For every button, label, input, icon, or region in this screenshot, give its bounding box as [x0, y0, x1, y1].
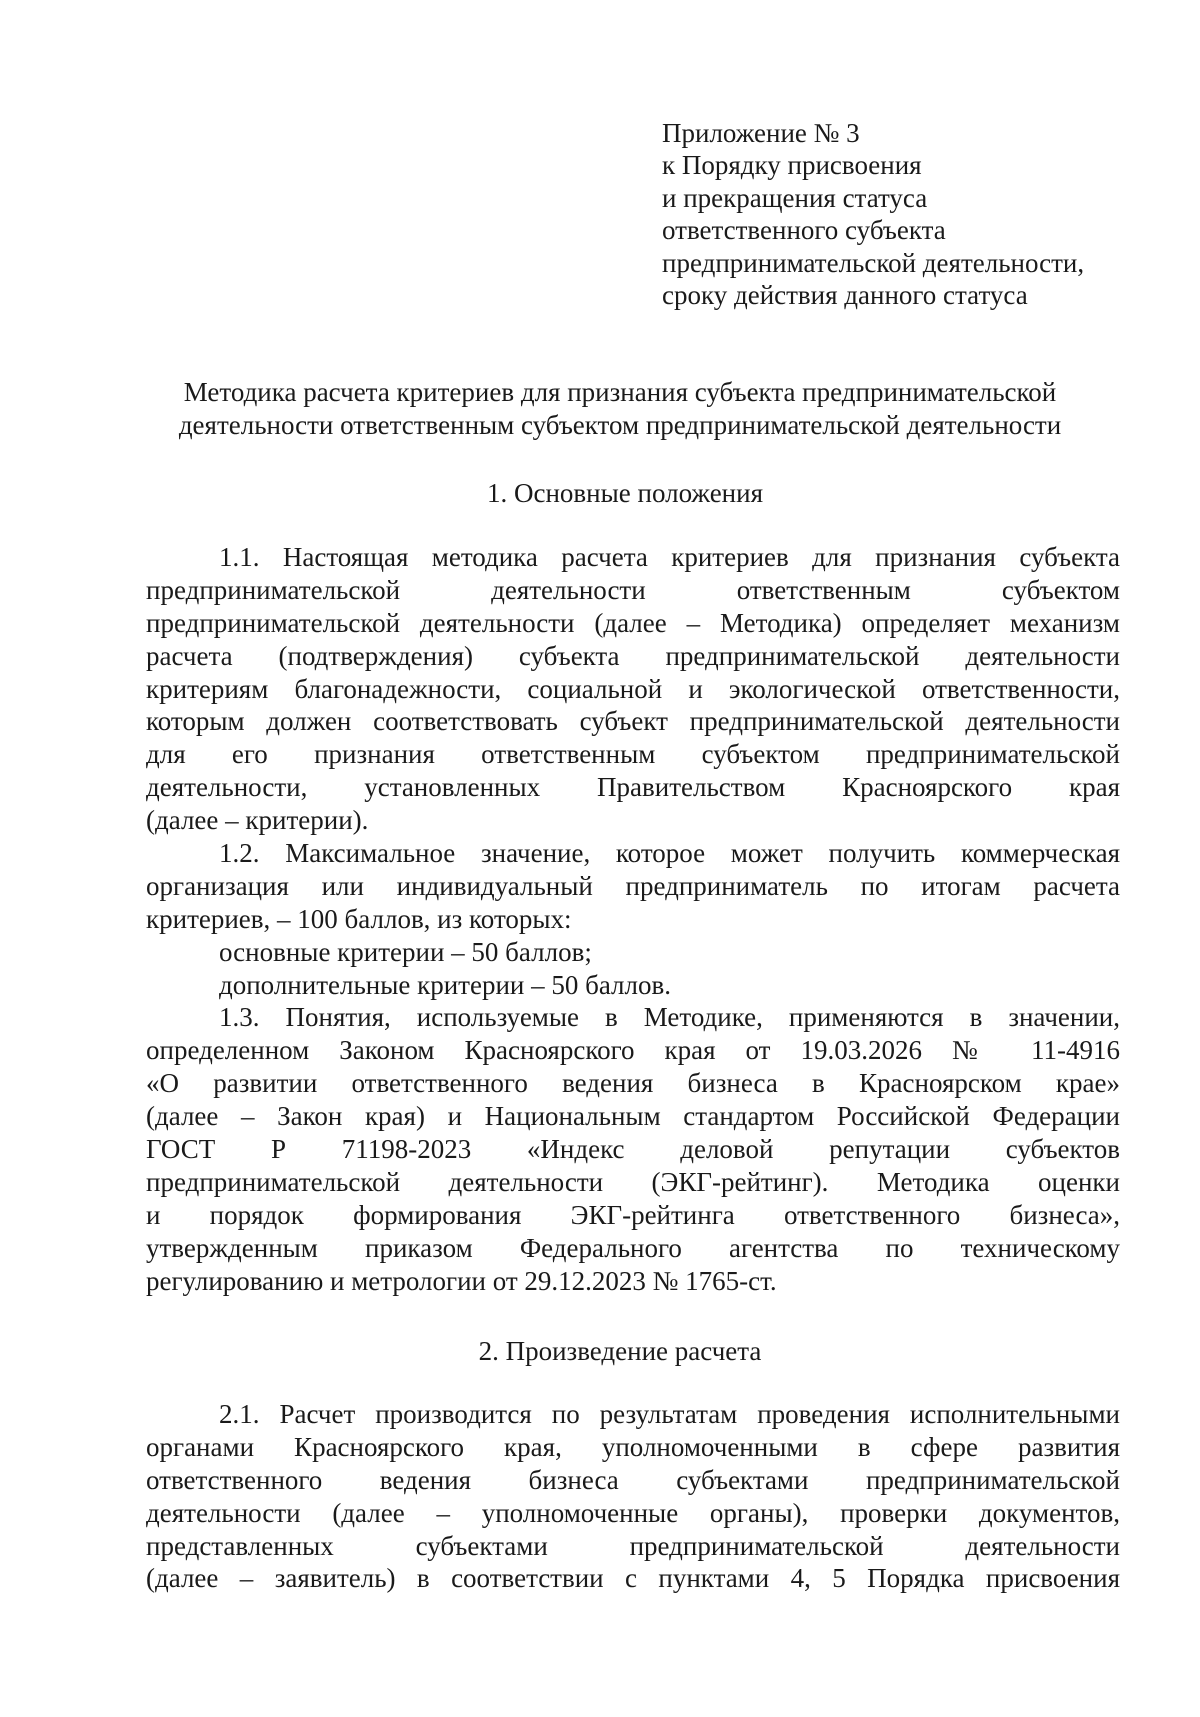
paragraph-line: (далее – критерии).: [146, 805, 369, 836]
paragraph-line: организация или индивидуальный предприниматель по итогам расчета: [146, 870, 1120, 901]
paragraph-line: деятельности (далее – уполномоченные органы), проверки документов,: [146, 1497, 1120, 1528]
document-title: [140, 376, 1100, 442]
paragraph-line: критериев, – 100 баллов, из которых:: [146, 903, 572, 934]
paragraph-line: предпринимательской деятельности ответственным субъектом: [146, 574, 1120, 605]
paragraph-line: критериям благонадежности, социальной и экологической ответственности,: [146, 673, 1120, 704]
paragraph-line: ГОСТ Р 71198-2023 «Индекс деловой репутации субъектов: [146, 1134, 1120, 1165]
paragraph-line: которым должен соответствовать субъект предпринимательской деятельности: [146, 706, 1120, 737]
appendix-line: ответственного субъекта: [662, 215, 946, 246]
paragraph-line: органами Красноярского края, уполномоченными в сфере развития: [146, 1431, 1120, 1462]
paragraph-line: дополнительные критерии – 50 баллов.: [219, 969, 671, 1000]
section-1-body: [146, 541, 1120, 1297]
paragraph-line: деятельности, установленных Правительством Красноярского края: [146, 772, 1120, 803]
paragraph-line: (далее – Закон края) и Национальным стандартом Российской Федерации: [146, 1101, 1120, 1132]
appendix-line: Приложение № 3: [662, 118, 860, 148]
appendix-line: и прекращения статуса: [662, 182, 928, 213]
paragraph-line: регулированию и метрологии от 29.12.2023 № 1765-ст.: [146, 1265, 777, 1296]
paragraph-line: 1.1. Настоящая методика расчета критериев для признания субъекта: [219, 542, 1120, 572]
appendix-line: к Порядку присвоения: [662, 150, 922, 181]
paragraph-line: предпринимательской деятельности (ЭКГ-рейтинг). Методика оценки: [146, 1166, 1120, 1197]
paragraph-line: для его признания ответственным субъектом предпринимательской: [146, 739, 1120, 770]
paragraph-line: 2.1. Расчет производится по результатам проведения исполнительными: [219, 1399, 1120, 1429]
paragraph-line: предпринимательской деятельности (далее – Методика) определяет механизм: [146, 607, 1120, 638]
section-1-heading: 1. Основные положения: [487, 478, 763, 508]
title-line: Методика расчета критериев для признания субъекта предпринимательской: [183, 377, 1057, 407]
section-2-body: [146, 1398, 1120, 1595]
paragraph-line: (далее – заявитель) в соответствии с пунктами 4, 5 Порядка присвоения: [146, 1563, 1120, 1594]
title-line: деятельности ответственным субъектом предпринимательской деятельности: [178, 410, 1062, 440]
paragraph-line: определенном Законом Красноярского края от 19.03.2026 № 11-4916: [146, 1035, 1120, 1066]
paragraph-line: ответственного ведения бизнеса субъектами предпринимательской: [146, 1464, 1120, 1495]
paragraph-line: представленных субъектами предпринимательской деятельности: [146, 1530, 1120, 1561]
paragraph-line: и порядок формирования ЭКГ-рейтинга ответственного бизнеса»,: [146, 1199, 1120, 1230]
appendix-line: предпринимательской деятельности,: [662, 247, 1085, 278]
paragraph-line: расчета (подтверждения) субъекта предпринимательской деятельности: [146, 640, 1120, 671]
paragraph-line: утвержденным приказом Федерального агентства по техническому: [146, 1232, 1120, 1263]
paragraph-line: 1.3. Понятия, используемые в Методике, применяются в значении,: [219, 1002, 1120, 1033]
appendix-reference: [662, 117, 1084, 311]
paragraph-line: «О развитии ответственного ведения бизнеса в Красноярском крае»: [146, 1068, 1120, 1099]
paragraph-line: 1.2. Максимальное значение, которое может получить коммерческая: [219, 838, 1120, 869]
section-2-heading: 2. Произведение расчета: [478, 1336, 762, 1366]
paragraph-line: основные критерии – 50 баллов;: [219, 936, 592, 967]
appendix-line: сроку действия данного статуса: [662, 280, 1028, 311]
